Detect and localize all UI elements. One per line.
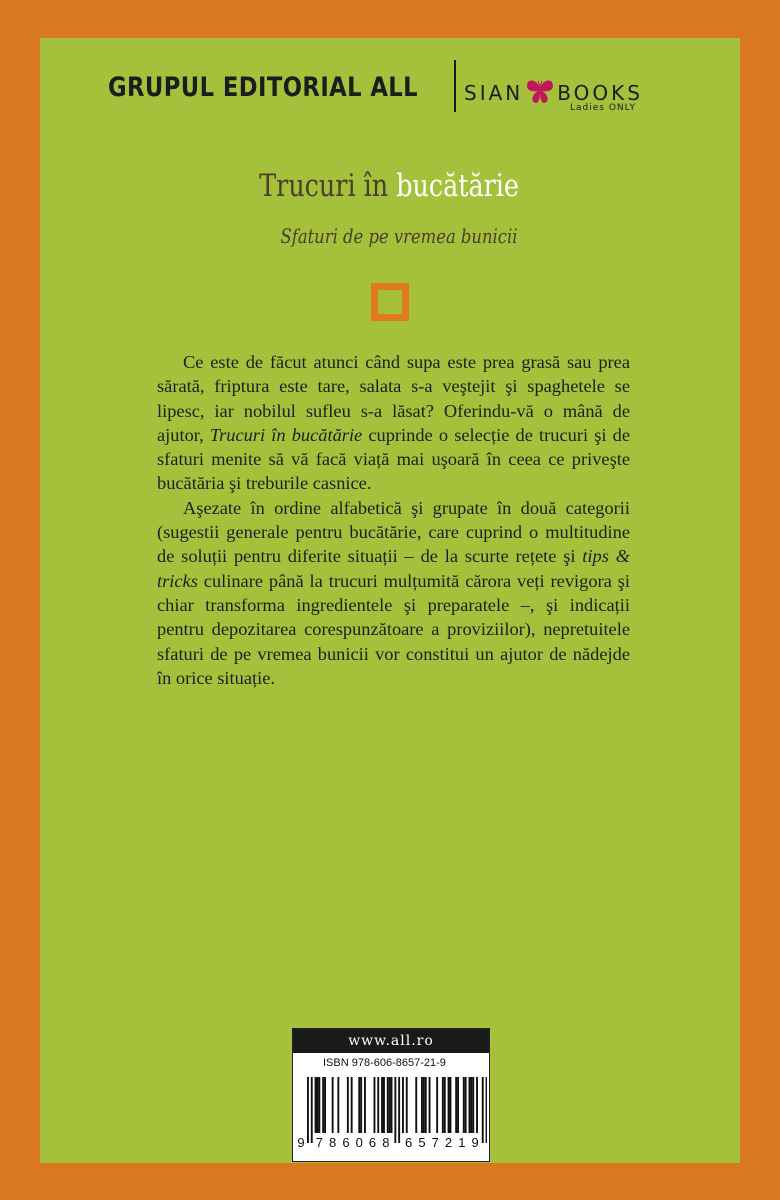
barcode-bar — [476, 1077, 478, 1133]
barcode-bar — [406, 1077, 408, 1133]
butterfly-icon — [525, 78, 555, 106]
isbn-barcode-box — [292, 1028, 490, 1162]
title-accent: bucătărie — [396, 168, 519, 204]
barcode-digit: 7 — [315, 1135, 323, 1150]
blurb-paragraph-1: Ce este de făcut atunci când supa este prea grasă sau prea sărată, friptura este tare, salata s-a veştejit şi spaghetele se lipesc, iar nobilul sufleu s-a lăsat? Oferindu-vă o mână de ajutor, Trucuri în bucătărie cuprinde o selecție de trucuri şi de sfaturi menite să vă facă viață mai uşoară în ceea ce priveşte bucătăria şi treburile casnice. — [157, 352, 630, 494]
book-title — [69, 168, 709, 204]
blurb-paragraph-2: Aşezate în ordine alfabetică şi grupate în două categorii (sugestii generale pentru bucătărie, care cuprind o multitudine de soluții pentru diferite situații – de la scurte rețete şi tips & tricks culinare până la trucuri mulțumită cărora veți revigora şi chiar transforma ingredientele şi preparatele –, şi indicații pentru depozitarea corespunzătoare a proviziilor), nepretuitele sfaturi de pe vremea bunicii vor constitui un ajutor de nădejde în orice situație. — [157, 497, 630, 688]
barcode-bar — [318, 1077, 320, 1133]
barcode-bar — [383, 1077, 385, 1133]
barcode-bar — [455, 1077, 457, 1133]
barcode-bar — [457, 1077, 459, 1133]
barcode-digit: 8 — [329, 1135, 337, 1150]
barcode-bar — [448, 1077, 450, 1133]
barcode-bar — [470, 1077, 472, 1133]
barcode-bar — [391, 1077, 393, 1133]
publisher-name: GRUPUL EDITORIAL ALL — [108, 72, 419, 103]
barcode-bar — [377, 1077, 379, 1133]
barcode-bar — [322, 1077, 324, 1133]
barcode-bar — [381, 1077, 383, 1133]
blurb — [157, 350, 630, 690]
barcode-digit: 6 — [368, 1135, 377, 1150]
barcode-digit: 1 — [458, 1135, 466, 1150]
barcode-bar — [486, 1077, 487, 1143]
barcode-bar — [332, 1077, 334, 1133]
imprint-right-text: BOOKS — [557, 81, 643, 105]
square-ornament-icon — [371, 283, 409, 321]
barcode-digit: 6 — [342, 1135, 350, 1150]
barcode-bar — [469, 1077, 471, 1133]
barcode-bar — [421, 1077, 423, 1133]
barcode-bar — [374, 1077, 376, 1133]
website-url: www.all.ro — [293, 1029, 489, 1053]
book-subtitle: Sfaturi de pe vremea bunicii — [280, 224, 518, 248]
barcode-bar — [387, 1077, 389, 1133]
barcode-digit: 6 — [405, 1135, 413, 1150]
imprint-tagline: Ladies ONLY — [570, 103, 636, 113]
title-prefix: Trucuri în — [259, 168, 389, 204]
barcode-bar — [429, 1077, 431, 1133]
barcode-digit: 0 — [355, 1135, 363, 1150]
barcode-bar — [317, 1077, 319, 1133]
barcode-digit: 9 — [471, 1135, 479, 1150]
inline-title: Trucuri în bucătărie — [209, 424, 363, 445]
barcode-bar — [347, 1077, 349, 1133]
barcode-bar — [482, 1077, 484, 1143]
barcode-digit: 9 — [297, 1135, 305, 1150]
barcode-bar — [351, 1077, 353, 1133]
barcode-bar — [358, 1077, 360, 1133]
publisher-divider — [454, 60, 456, 112]
barcode-bar — [444, 1077, 446, 1133]
barcode-bar — [337, 1077, 339, 1133]
barcode-bar — [364, 1077, 366, 1133]
imprint-left-text: SIAN — [464, 81, 524, 105]
barcode-bar — [311, 1077, 313, 1143]
barcode-digit: 8 — [382, 1135, 390, 1150]
barcode-bar — [398, 1077, 400, 1143]
barcode-bar — [423, 1077, 425, 1133]
barcode-bar — [465, 1077, 467, 1133]
inline-tips: tips & tricks — [157, 546, 630, 591]
barcode-bar — [442, 1077, 444, 1133]
barcode-bar — [389, 1077, 391, 1133]
barcode-bar — [324, 1077, 326, 1133]
barcode-bar — [463, 1077, 465, 1133]
barcode-bar — [307, 1077, 309, 1143]
barcode-bar — [415, 1077, 417, 1133]
barcode-bar — [425, 1077, 427, 1133]
isbn-label: ISBN 978-606-8657-21-9 — [323, 1057, 446, 1069]
barcode-bar — [402, 1077, 404, 1133]
barcode-digit: 2 — [444, 1135, 453, 1150]
barcode-bar — [394, 1077, 396, 1143]
barcode-bar — [472, 1077, 474, 1133]
barcode-bar — [450, 1077, 452, 1133]
barcode-digit: 5 — [418, 1135, 426, 1150]
barcode-bar — [360, 1077, 362, 1133]
barcode-bar — [315, 1077, 317, 1133]
barcode-digit: 7 — [431, 1135, 439, 1150]
barcode-bar — [436, 1077, 438, 1133]
barcode — [295, 1073, 487, 1159]
imprint-logo — [464, 78, 643, 106]
